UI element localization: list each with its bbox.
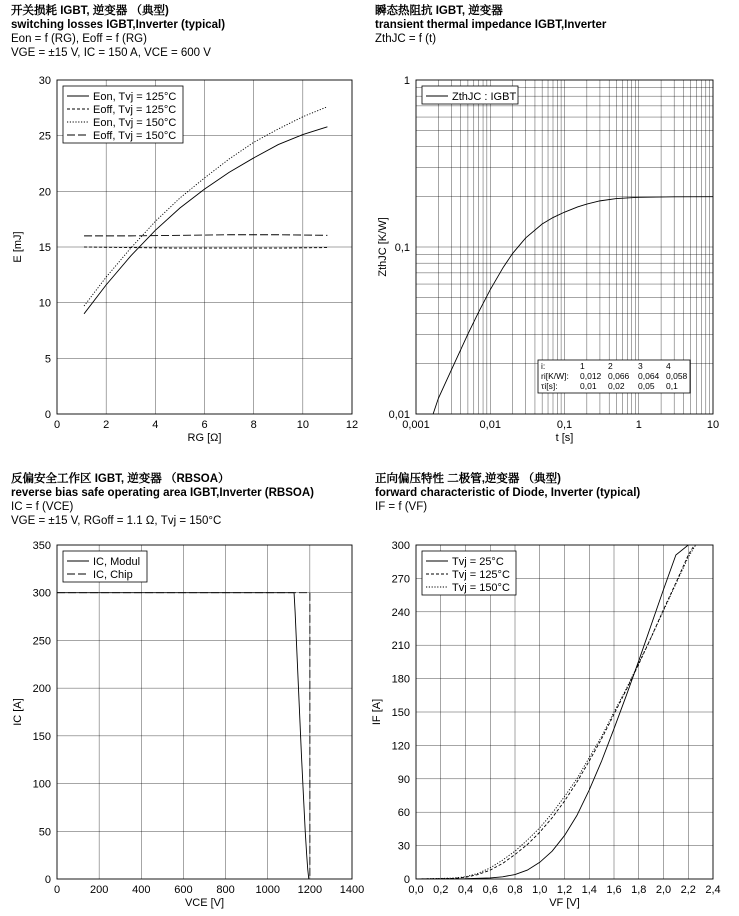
- param-table-cell: 0,066: [608, 371, 630, 381]
- x-tick-label: 0,4: [457, 884, 474, 896]
- x-axis-label: VF [V]: [549, 897, 580, 909]
- legend-label: IC, Chip: [93, 569, 133, 581]
- x-tick-label: 8: [250, 419, 257, 431]
- y-tick-label: 30: [38, 75, 51, 87]
- param-table-cell: 0,05: [638, 381, 655, 391]
- y-tick-label: 150: [32, 730, 51, 743]
- y-tick-label: 0: [403, 874, 410, 886]
- y-tick-label: 270: [391, 573, 410, 586]
- y-tick-label: 120: [391, 740, 410, 753]
- legend-label: Eoff, Tvj = 150°C: [93, 130, 177, 142]
- x-axis-label: t [s]: [555, 432, 574, 444]
- x-tick-label: 0: [53, 884, 61, 896]
- legend-label: IC, Modul: [93, 556, 141, 568]
- y-tick-label: 200: [32, 683, 51, 696]
- y-tick-label: 240: [391, 606, 410, 619]
- x-tick-label: 2: [103, 419, 110, 431]
- y-axis-label: IC [A]: [12, 698, 24, 726]
- y-tick-label: 25: [38, 130, 51, 143]
- x-tick-label: 1,8: [631, 884, 647, 896]
- x-tick-label: 12: [345, 419, 359, 431]
- plot-frame: [57, 545, 352, 879]
- x-tick-label: 2,4: [705, 884, 721, 896]
- chart1-conditions: VGE = ±15 V, IC = 150 A, VCE = 600 V: [11, 47, 211, 59]
- chart3-conditions: VGE = ±15 V, RGoff = 1.1 Ω, Tvj = 150°C: [11, 515, 222, 527]
- x-tick-label: 1000: [255, 884, 280, 896]
- x-tick-label: 10: [296, 419, 309, 431]
- chart4-formula: IF = f (VF): [375, 501, 428, 513]
- chart3-title-cn: 反偏安全工作区 IGBT, 逆变器 （RBSOA）: [11, 473, 230, 485]
- y-tick-label: 350: [32, 540, 51, 552]
- y-axis-label: E [mJ]: [12, 231, 24, 263]
- param-table-header-cell: 2: [608, 361, 613, 371]
- legend-label: Eon, Tvj = 125°C: [93, 91, 177, 103]
- param-table-cell: 0,012: [580, 371, 602, 381]
- y-axis-label: ZthJC [K/W]: [377, 217, 389, 277]
- x-axis-label: VCE [V]: [184, 897, 225, 909]
- y-tick-label: 300: [32, 587, 51, 600]
- chart3-formula: IC = f (VCE): [11, 501, 74, 513]
- x-tick-label: 0,001: [402, 419, 430, 431]
- series-line-4: [84, 235, 327, 236]
- param-table-header-cell: 1: [580, 361, 585, 371]
- x-tick-label: 0: [53, 419, 61, 431]
- x-tick-label: 1,4: [581, 884, 597, 896]
- chart-1: [12, 75, 358, 444]
- x-tick-label: 1400: [339, 884, 365, 896]
- param-table-cell: 0,058: [666, 371, 688, 381]
- chart4-title-en: forward characteristic of Diode, Inverter (typical): [375, 487, 641, 499]
- y-tick-label: 150: [391, 707, 410, 719]
- param-table-header-cell: 3: [638, 361, 643, 371]
- x-tick-label: 200: [89, 884, 109, 896]
- y-tick-label: 30: [397, 840, 410, 853]
- y-tick-label: 1: [403, 75, 410, 87]
- param-table-cell: 0,01: [580, 381, 597, 391]
- chart2-formula: ZthJC = f (t): [375, 33, 437, 45]
- y-tick-label: 0,1: [394, 242, 410, 254]
- y-tick-label: 250: [32, 635, 51, 648]
- x-tick-label: 0,0: [408, 884, 424, 896]
- y-tick-label: 5: [44, 353, 51, 366]
- chart2-title-cn: 瞬态热阻抗 IGBT, 逆变器: [375, 5, 503, 17]
- x-tick-label: 800: [216, 884, 235, 896]
- chart1-title-cn: 开关损耗 IGBT, 逆变器 （典型): [11, 5, 169, 17]
- chart3-title-en: reverse bias safe operating area IGBT,Inverter (RBSOA): [11, 487, 314, 499]
- x-tick-label: 1: [635, 419, 642, 431]
- y-tick-label: 300: [391, 540, 410, 552]
- y-tick-label: 20: [38, 186, 51, 199]
- chart-3: [12, 540, 364, 909]
- y-tick-label: 0: [44, 874, 51, 886]
- series-line-1: [84, 127, 327, 314]
- param-table-cell: ri[K/W]:: [541, 371, 569, 381]
- chart-4: [371, 540, 721, 909]
- x-tick-label: 0,01: [479, 419, 501, 431]
- x-tick-label: 1,2: [556, 884, 573, 896]
- param-table-cell: 0,02: [608, 381, 625, 391]
- x-tick-label: 600: [174, 884, 193, 896]
- param-table-header-cell: 4: [666, 361, 671, 371]
- y-axis-label: IF [A]: [371, 698, 383, 726]
- y-tick-label: 10: [38, 297, 51, 310]
- chart4-title-cn: 正向偏压特性 二极管,逆变器 （典型): [375, 473, 561, 485]
- legend-label: Eon, Tvj = 150°C: [93, 117, 177, 129]
- param-table-cell: 0,064: [638, 371, 660, 381]
- x-tick-label: 6: [201, 419, 208, 431]
- x-tick-label: 0,2: [433, 884, 449, 896]
- x-tick-label: 2,2: [680, 884, 696, 896]
- x-tick-label: 0,6: [482, 884, 498, 896]
- x-tick-label: 0,8: [507, 884, 523, 896]
- y-tick-label: 0: [44, 409, 51, 421]
- y-tick-label: 0,01: [388, 409, 410, 421]
- legend-label: Eoff, Tvj = 125°C: [93, 104, 177, 116]
- y-tick-label: 60: [397, 807, 410, 820]
- x-tick-label: 10: [706, 419, 720, 431]
- legend-label: Tvj = 25°C: [452, 556, 504, 568]
- x-tick-label: 1,6: [606, 884, 622, 896]
- y-tick-label: 15: [38, 242, 51, 254]
- y-tick-label: 180: [391, 673, 410, 686]
- legend-label: ZthJC : IGBT: [452, 91, 517, 103]
- x-axis-label: RG [Ω]: [187, 432, 222, 444]
- y-tick-label: 50: [38, 826, 51, 839]
- x-tick-label: 1200: [297, 884, 323, 896]
- x-tick-label: 4: [152, 419, 159, 431]
- param-table-cell: τi[s]:: [541, 381, 558, 391]
- chart1-formula: Eon = f (RG), Eoff = f (RG): [11, 33, 147, 45]
- chart-2: [377, 75, 719, 444]
- chart2-title-en: transient thermal impedance IGBT,Inverter: [375, 19, 607, 31]
- legend-label: Tvj = 150°C: [452, 582, 510, 594]
- x-tick-label: 2,0: [655, 884, 672, 896]
- x-tick-label: 0,1: [556, 419, 573, 431]
- chart1-title-en: switching losses IGBT,Inverter (typical): [11, 19, 226, 31]
- x-tick-label: 400: [132, 884, 151, 896]
- param-table-cell: 0,1: [666, 381, 678, 391]
- param-table-header-cell: i:: [541, 361, 546, 371]
- y-tick-label: 100: [32, 778, 51, 791]
- x-tick-label: 1,0: [532, 884, 548, 896]
- legend-label: Tvj = 125°C: [452, 569, 510, 581]
- y-tick-label: 210: [391, 640, 410, 653]
- y-tick-label: 90: [397, 773, 410, 786]
